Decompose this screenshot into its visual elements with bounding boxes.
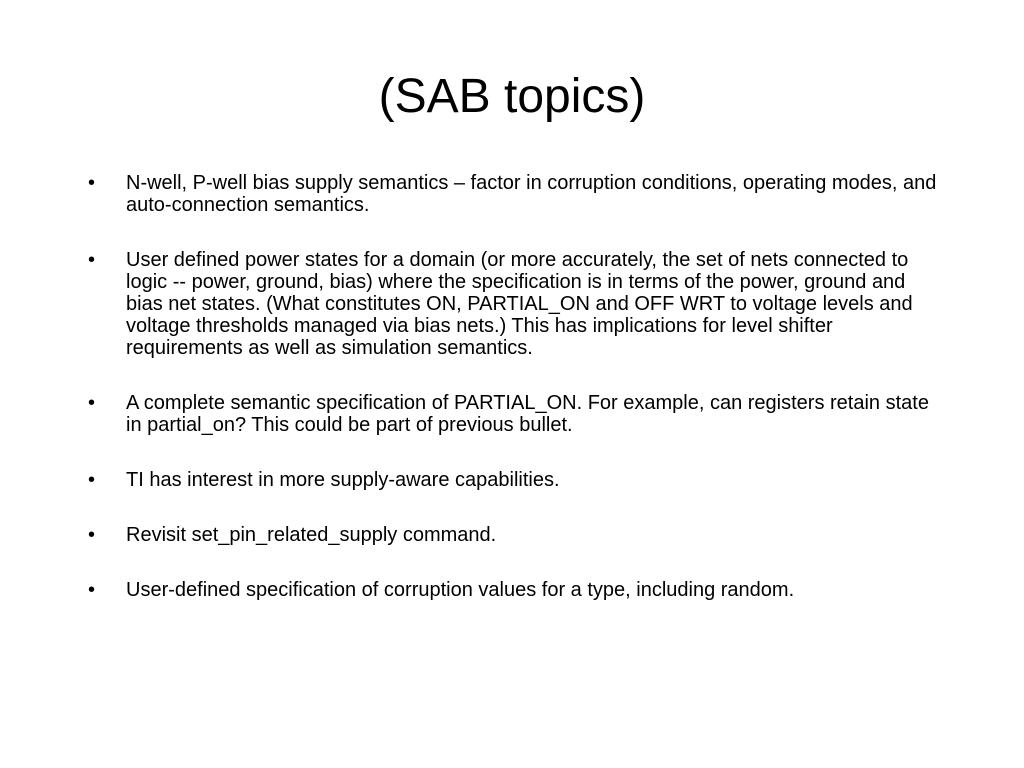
bullet-item [88, 172, 938, 216]
bullet-item [88, 469, 938, 491]
bullet-item [88, 249, 938, 359]
bullet-marker: • [88, 469, 96, 491]
bullet-item [88, 392, 938, 436]
bullet-text: User defined power states for a domain (or more accurately, the set of nets connected to logic -- power, ground, bias) where the specification is in terms of the power, ground and bias net states. (What constitutes ON, PARTIAL_ON and OFF WRT to voltage levels and voltage thresholds managed via bias nets.) This has implications for level shifter requirements as well as simulation semantics. [126, 249, 913, 359]
bullet-item [88, 579, 938, 601]
bullet-marker: • [88, 524, 96, 546]
bullet-text: N-well, P-well bias supply semantics – factor in corruption conditions, operating modes, and auto-connection semantics. [126, 172, 937, 216]
bullet-text: User-defined specification of corruption values for a type, including random. [126, 579, 795, 601]
bullet-marker: • [88, 249, 96, 271]
bullet-list [88, 172, 938, 634]
bullet-text: Revisit set_pin_related_supply command. [126, 524, 497, 546]
bullet-item [88, 524, 938, 546]
bullet-marker: • [88, 172, 96, 194]
bullet-marker: • [88, 392, 96, 414]
bullet-text: TI has interest in more supply-aware capabilities. [126, 469, 560, 491]
bullet-text: A complete semantic specification of PARTIAL_ON. For example, can registers retain state in partial_on? This could be part of previous bullet. [126, 392, 929, 436]
slide-title: (SAB topics) [378, 70, 646, 123]
bullet-marker: • [88, 579, 96, 601]
